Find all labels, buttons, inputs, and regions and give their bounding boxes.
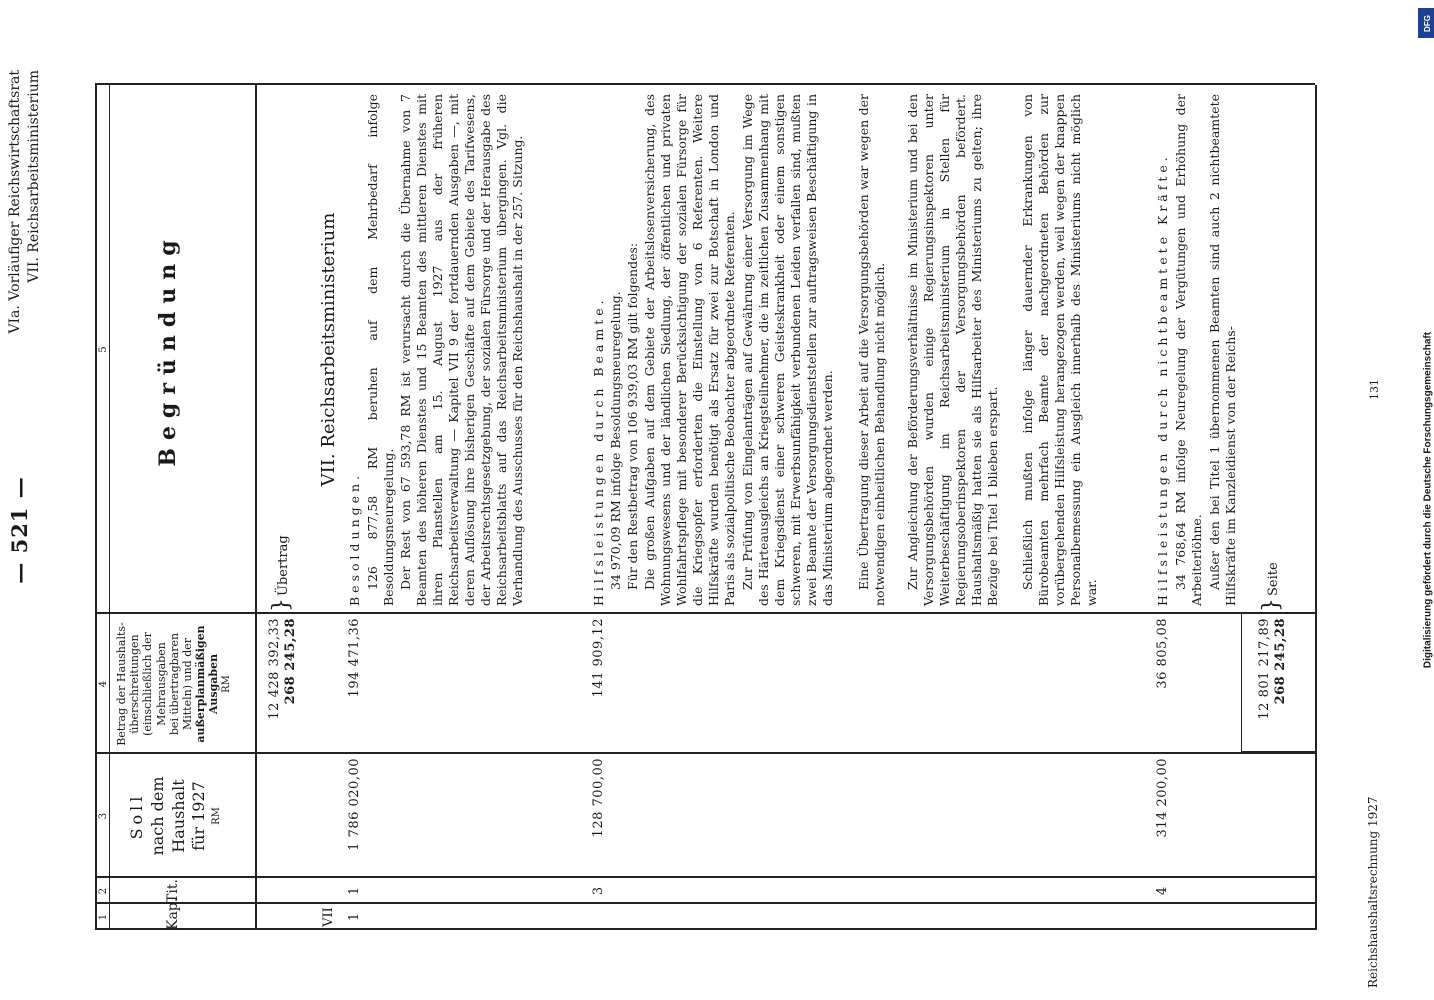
budget-table: [95, 85, 1315, 930]
row4-tit: 4: [1155, 886, 1170, 896]
row4-text1: 34 768,64 RM infolge Neuregelung der Vergütungen und Erhöhung der Arbeiterlöhne.: [1173, 94, 1204, 606]
row3-betrag: 141 909,12: [591, 618, 606, 698]
kap-label: VII: [321, 907, 336, 927]
header-soll-line: nach dem: [147, 776, 167, 856]
row3-title: Hilfsleistungen durch Beamte.: [591, 296, 606, 606]
running-header: [6, 70, 44, 334]
header-betrag-line: Betrag der Haushalts-: [115, 622, 128, 746]
header-betrag-line: Mitteln) und der: [180, 637, 194, 731]
running-header-line2: VII. Reichsarbeitsministerium: [25, 70, 42, 283]
row1-text1: 126 877,58 RM beruhen auf dem Mehrbedarf infolge Besoldungsneuregelung.: [365, 94, 396, 606]
row3-text7: Schließlich mußten infolge länger dauernder Erkrankungen von Bürobeamten mehrfach Beamte der nachgeordneten Behörden zur vorübergehenden Hilfsleistung herangezogen werden, weil wegen der knappen Personalbemessung ein Ausgleich innerhalb des Ministeriums nicht möglich war.: [1020, 94, 1099, 606]
footer-page-number: 131: [1367, 379, 1381, 400]
row1-soll: 1 786 020,00: [347, 758, 362, 851]
uebertrag-label: Übertrag: [276, 535, 291, 596]
row3-text2: Für den Restbetrag von 106 939,03 RM gilt folgendes:: [625, 242, 640, 590]
table-border-left: [95, 928, 1315, 930]
page-number-header: — 521 —: [7, 476, 32, 584]
col-divider: [95, 902, 1315, 904]
header-soll: [127, 754, 223, 878]
rotated-sheet: [0, 60, 1390, 1000]
footer-title: Reichshaushaltsrechnung 1927: [1366, 796, 1381, 988]
header-soll-line: Soll: [127, 792, 146, 840]
row4-title: Hilfsleistungen durch nichtbeamtete Kräfte.: [1155, 153, 1170, 606]
header-betrag-line: Ausgaben: [207, 653, 221, 715]
colnum-5: 5: [98, 346, 109, 353]
seite-label: Seite: [1266, 562, 1281, 596]
header-betrag: [115, 614, 233, 754]
section-title: VII. Reichsarbeitsministerium: [318, 212, 339, 487]
row3-text3: Die großen Aufgaben auf dem Gebiete der Arbeitslosenversicherung, des Wohnungswesens und der ländlichen Siedlung, der öffentlichen und privaten Wohlfahrtspflege mit besonderer Berücksichtigung der sozialen Fürsorge für die Kriegsopfer erforderten die Einstellung von 6 Referenten. Weitere Hilfskräfte wurden benötigt als Ersatz für zwei zur Botschaft in London und Paris als sozialpolitische Beobachter abgeordnete Referenten.: [642, 94, 737, 606]
row1-betrag: 194 471,36: [347, 618, 362, 698]
table-border-bottom: [1315, 85, 1317, 930]
header-betrag-line: bei übertragbaren: [167, 632, 181, 736]
colnum-2: 2: [98, 887, 109, 895]
dfg-logo-text: DFG: [1422, 14, 1432, 32]
header-betrag-line: außerplanmäßigen: [194, 625, 208, 743]
seite-amount1: 12 801 217,89: [1257, 618, 1272, 720]
row3-text4: Zur Prüfung von Eingelanträgen auf Gewährung einer Versorgung im Wege des Härteausgleichs an Kriegsteilnehmer, die im zeitlichen Zusammenhang mit dem Kriegsdienst einer schweren Geisteskrankheit oder einem sonstigen schweren, mit Erwerbsunfähigkeit verbundenen Leiden verfallen sind, mußten zwei Beamte der Versorgungsdienststellen zur auftragsweisen Beschäftigung in das Ministerium abgeordnet werden.: [740, 94, 835, 606]
dfg-logo-icon: [1418, 8, 1434, 38]
colnum-1: 1: [98, 913, 109, 921]
header-betrag-line: Mehrausgaben: [154, 642, 168, 726]
col-divider: [95, 876, 1315, 878]
header-rule: [255, 85, 257, 930]
colnum-4: 4: [98, 680, 109, 688]
row3-soll: 128 700,00: [591, 758, 606, 838]
header-soll-line: für 1927: [189, 781, 209, 851]
seite-amount2: 268 245,28: [1273, 618, 1288, 705]
row1-text2: Der Rest von 67 593,78 RM ist verursacht durch die Übernahme von 7 Beamten des höheren Dienstes und 15 Beamten des mittleren Dienstes mit ihren Planstellen am 15. August 1927 aus der früheren Reichsarbeitsverwaltung — Kapitel VII 9 der fortdauernden Ausgaben —, mit deren Auflösung ihre bisherigen Geschäfte auf dem Gebiete des Tarifwesens, der Arbeitsrechtsgesetzgebung, der sozialen Fürsorge und der Herausgabe des Reichsarbeitsblatts auf das Reichsarbeitsministerium übergingen. Vgl. die Verhandlung des Ausschusses für den Reichshaushalt in der 257. Sitzung.: [398, 94, 525, 606]
header-betrag-line: überschreitungen: [128, 634, 142, 734]
uebertrag-amount1: 12 428 392,33: [267, 618, 282, 720]
row1-tit: 1: [347, 886, 362, 896]
table-border-right: [95, 83, 1315, 85]
brace-icon: }: [1259, 598, 1284, 612]
sum-rule-vertical: [1241, 751, 1315, 752]
row4-betrag: 36 805,08: [1155, 618, 1170, 689]
sum-rule: [1241, 614, 1242, 752]
header-soll-line: Haushalt: [168, 779, 188, 853]
header-betrag-line: (einschließlich der: [141, 632, 155, 736]
header-kap: Kap.: [165, 897, 181, 930]
row4-text2: Außer den bei Titel 1 übernommenen Beamten sind auch 2 nichtbeamtete Hilfskräfte im Kanzleidienst von der Reichs-: [1207, 94, 1238, 606]
brace-icon: }: [269, 598, 294, 612]
header-tit: Tit.: [165, 879, 181, 903]
row3-text5: Eine Übertragung dieser Arbeit auf die Versorgungsbehörden war wegen der notwendigen einheitlichen Behandlung nicht möglich.: [856, 94, 887, 606]
colnum-3: 3: [98, 812, 109, 820]
col-divider: [95, 752, 1315, 754]
row4-soll: 314 200,00: [1155, 758, 1170, 838]
row3-text6: Zur Angleichung der Beförderungsverhältnisse im Ministerium und bei den Versorgungsbehörden wurden einige Regierungsinspektoren unter Weiterbeschäftigung im Reichsarbeitsministerium in Stellen für Regierungsoberinspektoren der Versorgungsbehörden befördert. Haushaltsmäßig hatten sie als Hilfsarbeiter des Ministeriums zu gelten; ihre Bezüge bei Titel 1 blieben erspart.: [905, 94, 1000, 606]
row1-title: Besoldungen.: [347, 471, 362, 606]
header-betrag-unit: RM: [220, 675, 232, 693]
header-begruendung: Begründung: [155, 232, 181, 467]
col-divider: [95, 612, 1315, 614]
header-soll-unit: RM: [211, 807, 223, 825]
row3-tit: 3: [591, 886, 606, 896]
running-header-line1: VIa. Vorläufiger Reichswirtschaftsrat: [7, 70, 23, 334]
uebertrag-amount2: 268 245,28: [283, 618, 298, 705]
row1-kap: 1: [347, 912, 362, 922]
row3-text1: 34 970,09 RM infolge Besoldungsneuregelung.: [608, 291, 623, 590]
dfg-funding-text: Digitalisierung gefördert durch die Deutsche Forschungsgemeinschaft: [1422, 331, 1434, 669]
dfg-margin-note: [1416, 0, 1434, 1000]
